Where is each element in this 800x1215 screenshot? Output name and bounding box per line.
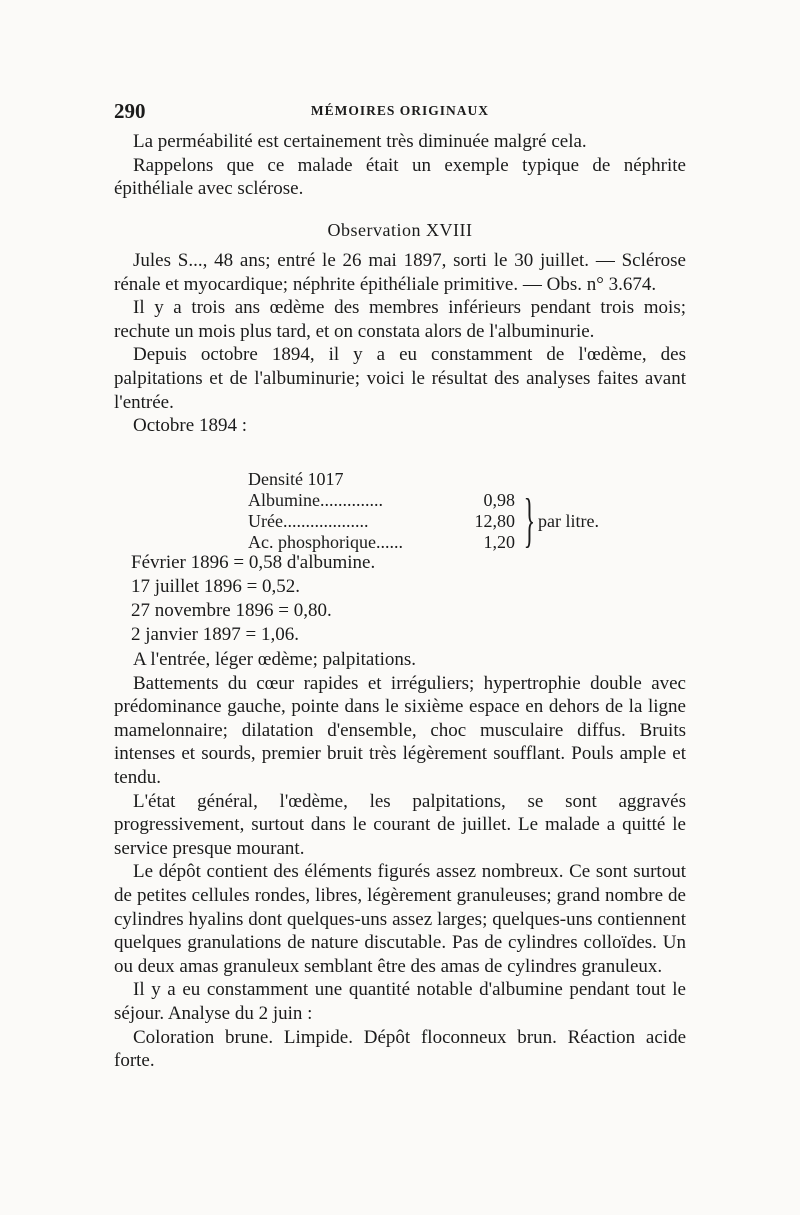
table-value: 1,20 (483, 532, 515, 552)
intro-block (114, 130, 686, 201)
date-line: Février 1896 = 0,58 d'albumine. (131, 552, 376, 573)
table-label: Ac. phosphorique...... (248, 532, 403, 552)
paragraph: Il y a trois ans œdème des membres inférieurs pendant trois mois; rechute un mois plus tard, et on constata alors de l'albuminurie. (114, 297, 686, 342)
table-label: Densité 1017 (248, 469, 344, 489)
case-intro-block (114, 249, 686, 438)
page-number: 290 (114, 99, 146, 123)
paragraph: L'état général, l'œdème, les palpitations, se sont aggravés progressivement, surtout dans le courant de juillet. Le malade a quitté le service presque mourant. (114, 790, 686, 859)
paragraph: Jules S..., 48 ans; entré le 26 mai 1897, sorti le 30 juillet. — Sclérose rénale et myocardique; néphrite épithéliale primitive. — Obs. n° 3.674. (114, 250, 686, 295)
page-header (114, 99, 686, 123)
paragraph: Coloration brune. Limpide. Dépôt floconneux brun. Réaction acide forte. (114, 1026, 686, 1072)
table-unit: par litre. (538, 511, 599, 531)
running-head: MÉMOIRES ORIGINAUX (310, 103, 490, 118)
intro-paragraph: Rappelons que ce malade était un exemple typique de néphrite épithéliale avec sclérose. (114, 154, 686, 200)
body-block (114, 648, 686, 1073)
table-label: Albumine.............. (248, 490, 383, 510)
paragraph: A l'entrée, léger œdème; palpitations. (133, 649, 417, 670)
table-value: 12,80 (474, 511, 515, 531)
paragraph: Battements du cœur rapides et irréguliers; hypertrophie double avec prédominance gauche, pointe dans le sixième espace en dehors de la ligne mamelonnaire; dilatation d'ensemble, choc musculaire diffus. Bruits intenses et sourds, premier bruit très légèrement soufflant. Pouls ample et tendu. (114, 672, 686, 788)
paragraph: Le dépôt contient des éléments figurés assez nombreux. Ce sont surtout de petites cellules rondes, libres, légèrement granuleuses; grand nombre de cylindres hyalins dont quelques-uns assez larges; quelques-uns contiennent quelques granulations de nature discutable. Pas de cylindres colloïdes. Un ou deux amas granuleux semblant être des amas de cylindres granuleux. (114, 861, 686, 977)
intro-line: La perméabilité est certainement très diminuée malgré cela. (133, 131, 587, 152)
date-line: 17 juillet 1896 = 0,52. (131, 576, 301, 597)
date-line: 27 novembre 1896 = 0,80. (131, 600, 332, 621)
table-value: 0,98 (483, 490, 515, 510)
date-line: 2 janvier 1897 = 1,06. (131, 624, 299, 645)
paragraph: Il y a eu constamment une quantité notable d'albumine pendant tout le séjour. Analyse du 2 juin : (114, 979, 686, 1024)
octobre-label: Octobre 1894 : (133, 415, 247, 437)
observation-title: Observation XVIII (327, 220, 473, 240)
paragraph: Depuis octobre 1894, il y a eu constamment de l'œdème, des palpitations et de l'albuminurie; voici le résultat des analyses faites avant l'entrée. (114, 344, 686, 413)
table-label: Urée................... (248, 511, 369, 531)
brace-icon: } (523, 487, 536, 553)
